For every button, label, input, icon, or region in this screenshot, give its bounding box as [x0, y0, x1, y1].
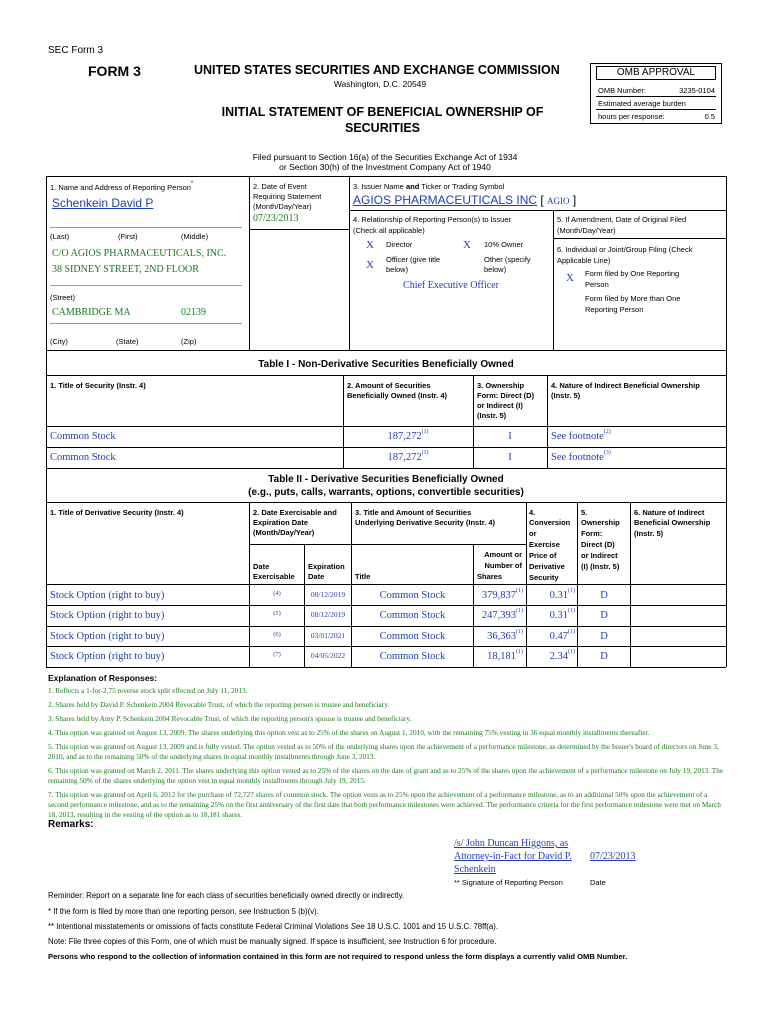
ticker-symbol: AGIO	[547, 196, 570, 206]
event-date: 07/23/2013	[253, 213, 299, 224]
table2-col-conversion-6: Derivative	[529, 562, 565, 571]
table2-row1-expiration: 08/12/2019	[310, 590, 346, 599]
table2-row2-form: D	[600, 610, 608, 621]
one-reporting-person-label-2: Person	[585, 280, 609, 289]
commission-title: UNITED STATES SECURITIES AND EXCHANGE COMMISSION	[194, 63, 560, 77]
table1-col-form-3: or Indirect (I)	[477, 401, 523, 410]
table2-col-nature-2: Beneficial Ownership	[634, 518, 711, 527]
last-label: (Last)	[50, 232, 70, 241]
zip-code: 02139	[181, 307, 206, 318]
table2-col-conversion-3: or	[529, 529, 537, 538]
officer-checkbox[interactable]: X	[366, 259, 374, 271]
statement-title-2: SECURITIES	[344, 121, 420, 135]
address-line-1: C/O AGIOS PHARMACEUTICALS, INC.	[52, 248, 227, 259]
table2-col-dates-1: 2. Date Exercisable and	[253, 508, 337, 517]
table2-row3-underlying: Common Stock	[379, 631, 446, 642]
omb-number-label: OMB Number:	[598, 86, 646, 95]
state-label: (State)	[116, 337, 139, 346]
table2-row2-underlying: Common Stock	[379, 610, 446, 621]
table2-row1-amount: 379,837$^{(1)}$	[481, 588, 523, 601]
table1-title: Table I - Non-Derivative Securities Beneficially Owned	[258, 359, 514, 370]
table2-col-nature-1: 6. Nature of Indirect	[634, 508, 705, 517]
table2-col-conversion-7: Security	[529, 573, 559, 582]
table1-row1-nature: See footnote$^{(2)}$	[551, 429, 611, 442]
table2-col-underlying-2: Underlying Derivative Security (Instr. 4)	[355, 518, 496, 527]
table1-col-amount-1: 2. Amount of Securities	[347, 381, 431, 390]
more-reporting-person-label-1: Form filed by More than One	[585, 294, 681, 303]
omb-approval-title: OMB APPROVAL	[596, 66, 716, 80]
statement-title-1: INITIAL STATEMENT OF BENEFICIAL OWNERSHIP OF	[221, 105, 544, 119]
table2-row2-title: Stock Option (right to buy)	[50, 610, 165, 621]
director-checkbox[interactable]: X	[366, 239, 374, 251]
one-reporting-person-label-1: Form filed by One Reporting	[585, 269, 680, 278]
table2-col-exercisable-2: Exercisable	[253, 572, 295, 581]
table2-row1-exercisable: (4)	[273, 590, 281, 597]
signature-date-label: Date	[590, 878, 606, 887]
table2-row1-form: D	[600, 590, 608, 601]
table1-row2-form: I	[508, 452, 512, 463]
box4-label-1: 4. Relationship of Reporting Person(s) to Issuer	[353, 215, 511, 224]
table2-row1-title: Stock Option (right to buy)	[50, 590, 165, 601]
table2-col-conversion-1: 4.	[529, 508, 536, 517]
box6-label-1: 6. Individual or Joint/Group Filing (Check	[557, 245, 693, 254]
footnote-6: 6. This option was granted on March 2, 2011. The shares underlying this option vested as to 25% of the shares on the date of grant and as to 25% of the shares upon the achievement of a performance milestone on July 19, 2013. The remaining 50% of the shares underlying the option vest in equal monthly installments through July 19, 2015.	[48, 766, 724, 785]
table2-col-conversion-5: Price of	[529, 551, 557, 560]
commission-location: Washington, D.C. 20549	[333, 79, 427, 89]
table1-col-title: 1. Title of Security (Instr. 4)	[50, 381, 146, 390]
table2-row4-amount: 18,181$^{(1)}$	[487, 649, 523, 662]
city-label: (City)	[50, 337, 68, 346]
footnote-5: 5. This option was granted on August 13, 2009 and is fully vested. The option vested as to 50% of the underlying shares upon the achievement of a performance milestone, as determined by the Issuer's board of directors on June 3, 2010, and as to the remaining 50% of the underlying shares in equal monthly installments through June 3, 2013.	[48, 742, 719, 761]
zip-label: (Zip)	[181, 337, 197, 346]
reminder-text: Reminder: Report on a separate line for each class of securities beneficially owned directly or indirectly.	[48, 891, 405, 900]
table2-col-title: 1. Title of Derivative Security (Instr. 4)	[50, 508, 184, 517]
table2-col-ownership-6: (I) (Instr. 5)	[581, 562, 620, 571]
issuer-line: AGIOS PHARMACEUTICALS INC [ AGIO ]	[353, 193, 577, 207]
box6-label-2: Applicable Line)	[557, 256, 611, 265]
table2-col-ownership-3: Form:	[581, 529, 603, 538]
omb-hours-label: hours per response:	[598, 112, 665, 121]
table2-col-ownership-2: Ownership	[581, 518, 620, 527]
box4-label-2: (Check all applicable)	[353, 226, 425, 235]
city-state: CAMBRIDGE MA	[52, 307, 131, 318]
table2-row4-form: D	[600, 651, 608, 662]
table2-row3-title: Stock Option (right to buy)	[50, 631, 165, 642]
footer-note-3: Note: File three copies of this Form, one of which must be manually signed. If space is insufficient, see Instruction 6 for procedure.	[48, 937, 497, 946]
officer-label-2: below)	[386, 265, 409, 274]
table1-row1-amount: 187,272$^{(1)}$	[387, 429, 429, 442]
box2-label-2: Requiring Statement	[253, 192, 322, 201]
table1-col-form-2: Form: Direct (D)	[477, 391, 535, 400]
filed-pursuant-1: Filed pursuant to Section 16(a) of the Securities Exchange Act of 1934	[252, 152, 518, 162]
table2-col-nature-3: (Instr. 5)	[634, 529, 664, 538]
table2-row4-price: 2.34$^{(1)}$	[549, 649, 575, 662]
footnote-2: 2. Shares held by David P. Schenkein 2004 Revocable Trust, of which the reporting person is trustee and beneficiary.	[48, 700, 390, 709]
form-name: FORM 3	[88, 63, 141, 79]
table2-row1-price: 0.31$^{(1)}$	[549, 588, 575, 601]
table2-row3-form: D	[600, 631, 608, 642]
footer-note-1: * If the form is filed by more than one reporting person, see Instruction 5 (b)(v).	[48, 907, 319, 916]
table2-col-ownership-5: or Indirect	[581, 551, 618, 560]
footer-persons: Persons who respond to the collection of information contained in this form are not required to respond unless the form displays a currently valid OMB Number.	[48, 952, 628, 961]
filed-pursuant-2: or Section 30(h) of the Investment Company Act of 1940	[279, 162, 491, 172]
first-label: (First)	[118, 232, 138, 241]
signature-label: ** Signature of Reporting Person	[454, 878, 563, 887]
table2-row3-price: 0.47$^{(1)}$	[549, 629, 575, 642]
table2-col-amount-3: Shares	[477, 572, 503, 581]
table2-col-conversion-4: Exercise	[529, 540, 560, 549]
omb-hours-value: 0.5	[704, 112, 715, 121]
one-reporting-person-checkbox[interactable]: X	[566, 272, 574, 284]
street-label: (Street)	[50, 293, 76, 302]
table2-row4-exercisable: (7)	[273, 651, 281, 658]
officer-title: Chief Executive Officer	[403, 280, 499, 291]
table2-row3-expiration: 03/01/2021	[310, 631, 346, 640]
table2-row2-amount: 247,393$^{(1)}$	[481, 608, 523, 621]
other-label-1: Other (specify	[484, 255, 531, 264]
table2-row4-title: Stock Option (right to buy)	[50, 651, 165, 662]
table1-col-nature-1: 4. Nature of Indirect Beneficial Ownership	[551, 381, 700, 390]
footnote-7: 7. This option was granted on April 6, 2012 for the purchase of 72,727 shares of common stock. The option vests as to 25% upon the achievement of a performance milestone, as to an additional 50% upon the achievement of a second performance milestone, and as to the remaining 25% on the first anniversary of the first date that both performance milestones were achieved. The performance criteria for the first performance milestone were met on March 18, 2013, resulting in the vesting of the option as to 18,181 shares.	[48, 790, 721, 819]
table2-row3-amount: 36,363$^{(1)}$	[487, 629, 523, 642]
table2-row2-expiration: 08/12/2019	[310, 610, 346, 619]
table2-col-underlying-1: 3. Title and Amount of Securities	[355, 508, 472, 517]
signature-line-3: Schenkein	[454, 864, 496, 875]
middle-label: (Middle)	[181, 232, 209, 241]
table2-row4-underlying: Common Stock	[379, 651, 446, 662]
table2-row4-expiration: 04/05/2022	[310, 651, 346, 660]
table1-row2-amount: 187,272$^{(1)}$	[387, 450, 429, 463]
table2-col-amount-1: Amount or	[484, 550, 522, 559]
table1-col-form-4: (Instr. 5)	[477, 411, 507, 420]
explanation-title: Explanation of Responses:	[48, 673, 158, 683]
address-line-2: 38 SIDNEY STREET, 2ND FLOOR	[52, 264, 199, 275]
officer-label-1: Officer (give title	[386, 255, 441, 264]
table2-row3-exercisable: (6)	[273, 631, 281, 638]
footnote-3: 3. Shares held by Amy P. Schenkein 2004 Revocable Trust, of which the reporting person's spouse is trustee and beneficiary.	[48, 714, 412, 723]
box2-label-1: 2. Date of Event	[253, 182, 307, 191]
footer-note-2: ** Intentional misstatements or omissions of facts constitute Federal Criminal Violations See 18 U.S.C. 1001 and 15 U.S.C. 78ff(a).	[48, 922, 498, 931]
table2-col-exercisable-1: Date	[253, 562, 270, 571]
table2-col-conversion-2: Conversion	[529, 518, 571, 527]
footnote-1: 1. Reflects a 1-for-2.75 reverse stock split effected on July 11, 2013.	[48, 686, 248, 695]
table2-row1-underlying: Common Stock	[379, 590, 446, 601]
table2-title-1: Table II - Derivative Securities Beneficially Owned	[268, 474, 504, 485]
table1-col-amount-2: Beneficially Owned (Instr. 4)	[347, 391, 448, 400]
box5-label-2: (Month/Day/Year)	[557, 226, 616, 235]
signature-line-2: Attorney-in-Fact for David P.	[454, 851, 572, 862]
table2-col-dates-3: (Month/Day/Year)	[253, 528, 315, 537]
table1-col-nature-2: (Instr. 5)	[551, 391, 581, 400]
table2-col-amount-2: Number of	[484, 561, 522, 570]
table2-row2-price: 0.31$^{(1)}$	[549, 608, 575, 621]
table2-col-underlying-title: Title	[355, 572, 371, 581]
footnote-4: 4. This option was granted on August 13, 2009. The shares underlying this option vest as to 25% of the shares on August 1, 2010, with the remaining 75% vesting in 36 equal monthly installments thereafter.	[48, 728, 650, 737]
ten-percent-owner-checkbox[interactable]: X	[463, 239, 471, 251]
issuer-name[interactable]: AGIOS PHARMACEUTICALS INC	[353, 193, 538, 207]
sec-form-label: SEC Form 3	[48, 45, 104, 56]
table2-col-expiration-1: Expiration	[308, 562, 345, 571]
table1-row2-nature: See footnote$^{(3)}$	[551, 450, 611, 463]
omb-number-value: 3235-0104	[679, 86, 715, 95]
table2-col-expiration-2: Date	[308, 572, 325, 581]
ten-percent-owner-label: 10% Owner	[484, 240, 524, 249]
table2-col-ownership-1: 5.	[581, 508, 588, 517]
omb-burden-label: Estimated average burden	[598, 99, 686, 108]
table1-row1-form: I	[508, 431, 512, 442]
table2-col-dates-2: Expiration Date	[253, 518, 309, 527]
table1-row1-title: Common Stock	[50, 431, 116, 442]
table2-col-ownership-4: Direct (D)	[581, 540, 615, 549]
other-label-2: below)	[484, 265, 507, 274]
director-label: Director	[386, 240, 413, 249]
signature-line-1: /s/ John Duncan Higgons, as	[454, 838, 569, 849]
table2-title-2: (e.g., puts, calls, warrants, options, convertible securities)	[248, 487, 524, 498]
box5-label-1: 5. If Amendment, Date of Original Filed	[557, 215, 687, 224]
more-reporting-person-label-2: Reporting Person	[585, 305, 644, 314]
box1-label: 1. Name and Address of Reporting Person*	[50, 181, 194, 192]
table2-row2-exercisable: (5)	[273, 610, 281, 617]
box2-label-3: (Month/Day/Year)	[253, 202, 312, 211]
reporting-person-name[interactable]: Schenkein David P	[52, 196, 154, 210]
table1-row2-title: Common Stock	[50, 452, 116, 463]
table1-col-form-1: 3. Ownership	[477, 381, 525, 390]
box3-label: 3. Issuer Name and Ticker or Trading Symbol	[353, 182, 505, 191]
remarks-title: Remarks:	[48, 819, 94, 830]
signature-date: 07/23/2013	[590, 851, 636, 862]
